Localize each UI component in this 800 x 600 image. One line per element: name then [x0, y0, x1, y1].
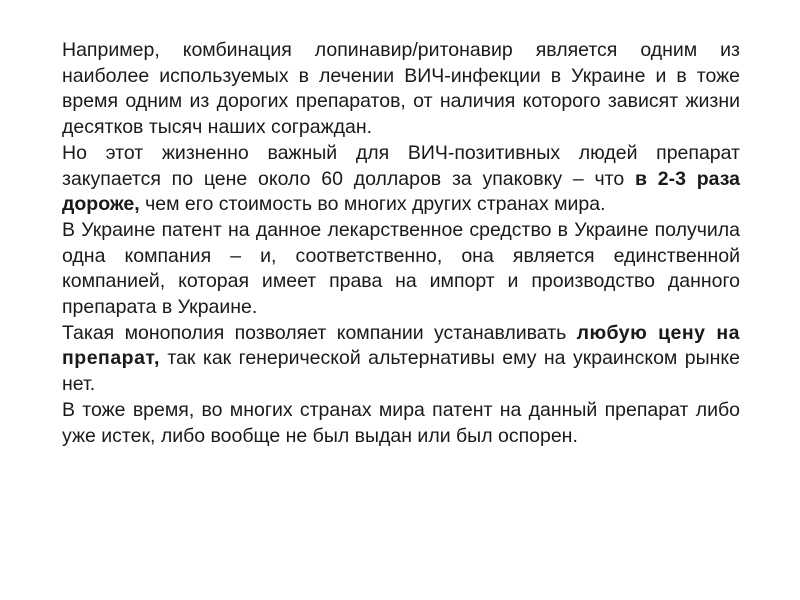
- paragraph-monopoly: [62, 321, 740, 398]
- paragraph-price-text: Но этот жизненно важный для ВИЧ-позитивных людей препарат закупается по цене около 60 долларов за упаковку – что: [62, 141, 740, 190]
- paragraph-price: [62, 141, 740, 218]
- paragraph-other-countries: В тоже время, во многих странах мира патент на данный препарат либо уже истек, либо вообще не был выдан или был оспорен.: [62, 398, 740, 447]
- slide-text-body: [62, 38, 740, 449]
- paragraph-price-text-end: чем его стоимость во многих других странах мира.: [139, 193, 606, 216]
- monopoly-emphasis: любую цену на препарат,: [62, 321, 741, 370]
- paragraph-patent: В Украине патент на данное лекарственное средство в Украине получила одна компания – и, соответственно, она является единственной компанией, которая имеет права на импорт и производство данного препарата в Украине.: [62, 218, 740, 319]
- paragraph-monopoly-text-end: так как генерической альтернативы ему на украинском рынке нет.: [62, 347, 740, 396]
- paragraph-monopoly-text: Такая монополия позволяет компании устанавливать: [62, 321, 577, 344]
- price-emphasis: в 2-3 раза дороже,: [62, 167, 740, 216]
- paragraph-combination: Например, комбинация лопинавир/ритонавир является одним из наиболее используемых в лечении ВИЧ-инфекции в Украине и в тоже время одним из дорогих препаратов, от наличия которого зависят жизни десятков тысяч наших сограждан.: [62, 39, 740, 139]
